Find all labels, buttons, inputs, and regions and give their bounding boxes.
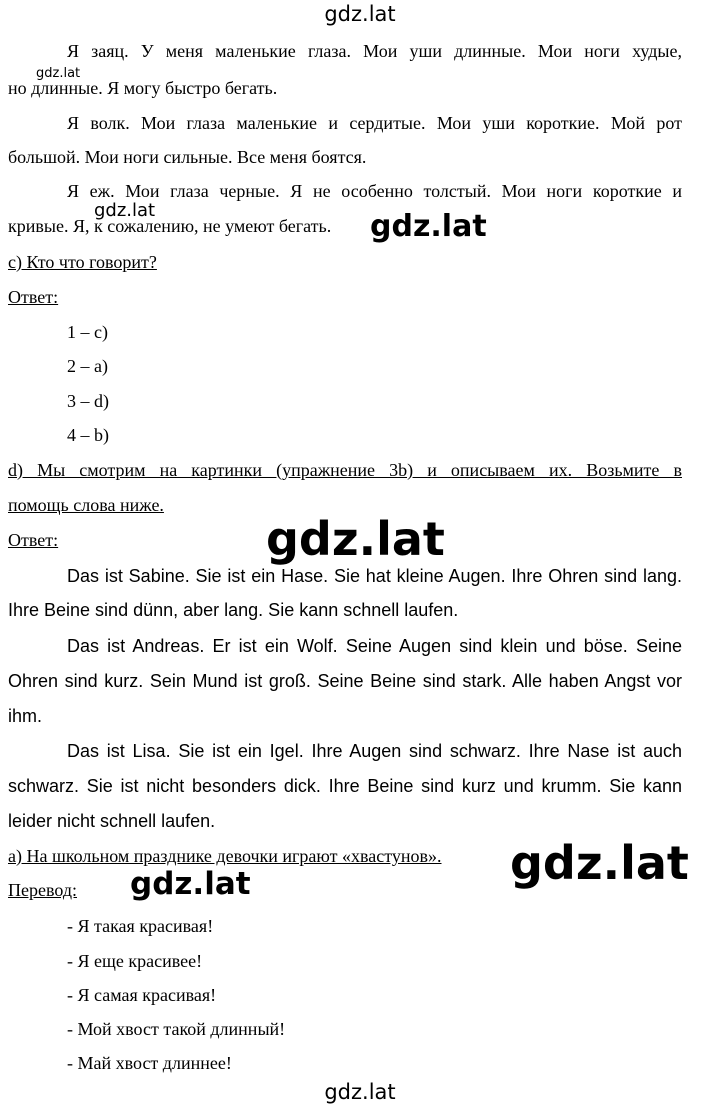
section-d-heading-line-1: d) Мы смотрим на картинки (упражнение 3b) и описываем их. Возьмите в: [8, 460, 682, 480]
wolf-paragraph-line-1: Я волк. Мои глаза маленькие и сердитые. Мои уши короткие. Мой рот: [67, 113, 682, 133]
hedgehog-paragraph-line-2: кривые. Я, к сожалению, не умеют бегать.: [8, 216, 332, 236]
dialogue-line: - Я самая красивая!: [67, 985, 217, 1005]
watermark-large-left: gdz.lat: [130, 866, 251, 902]
answer-item: 3 – d): [67, 391, 109, 411]
andreas-paragraph-line-3: ihm.: [8, 706, 43, 726]
wolf-paragraph-line-2: большой. Мои ноги сильные. Все меня боятся.: [8, 147, 367, 167]
answer-item: 1 – c): [67, 322, 108, 342]
lisa-paragraph-line-2: schwarz. Sie ist nicht besonders dick. Ihre Beine sind kurz und krumm. Sie kann: [8, 776, 682, 796]
dialogue-line: - Май хвост длиннее!: [67, 1053, 232, 1073]
dialogue-line: - Я такая красивая!: [67, 916, 214, 936]
dialogue-line: - Я еще красивее!: [67, 951, 203, 971]
sabine-paragraph-line-2: Ihre Beine sind dünn, aber lang. Sie kann schnell laufen.: [8, 600, 459, 620]
section-a-translation-label: Перевод:: [8, 880, 77, 900]
watermark-medium: gdz.lat: [94, 200, 156, 221]
watermark-small: gdz.lat: [36, 66, 81, 81]
watermark-top: gdz.lat: [324, 2, 396, 26]
section-a-heading: a) На школьном празднике девочки играют «хвастунов».: [8, 846, 442, 866]
watermark-large-center: gdz.lat: [266, 512, 445, 566]
lisa-paragraph-line-1: Das ist Lisa. Sie ist ein Igel. Ihre Augen sind schwarz. Ihre Nase ist auch: [67, 741, 682, 761]
section-d-answer-label: Ответ:: [8, 530, 59, 550]
andreas-paragraph-line-1: Das ist Andreas. Er ist ein Wolf. Seine Augen sind klein und böse. Seine: [67, 636, 682, 656]
hare-paragraph-line-2: но длинные. Я могу быстро бегать.: [8, 78, 278, 98]
sabine-paragraph-line-1: Das ist Sabine. Sie ist ein Hase. Sie hat kleine Augen. Ihre Ohren sind lang.: [67, 566, 682, 586]
answer-item: 2 – a): [67, 356, 108, 376]
andreas-paragraph-line-2: Ohren sind kurz. Sein Mund ist groß. Seine Beine sind stark. Alle haben Angst vor: [8, 671, 682, 691]
hedgehog-paragraph-line-1: Я еж. Мои глаза черные. Я не особенно толстый. Мои ноги короткие и: [67, 181, 682, 201]
watermark-large-right: gdz.lat: [510, 836, 689, 890]
section-c-heading: c) Кто что говорит?: [8, 252, 157, 272]
lisa-paragraph-line-3: leider nicht schnell laufen.: [8, 811, 216, 831]
answer-item: 4 – b): [67, 425, 109, 445]
watermark-large: gdz.lat: [370, 209, 487, 244]
dialogue-line: - Мой хвост такой длинный!: [67, 1019, 286, 1039]
section-d-heading-line-2: помощь слова ниже.: [8, 495, 164, 515]
section-c-answer-label: Ответ:: [8, 287, 59, 307]
hare-paragraph-line-1: Я заяц. У меня маленькие глаза. Мои уши длинные. Мои ноги худые,: [67, 41, 682, 61]
watermark-bottom: gdz.lat: [324, 1080, 396, 1104]
